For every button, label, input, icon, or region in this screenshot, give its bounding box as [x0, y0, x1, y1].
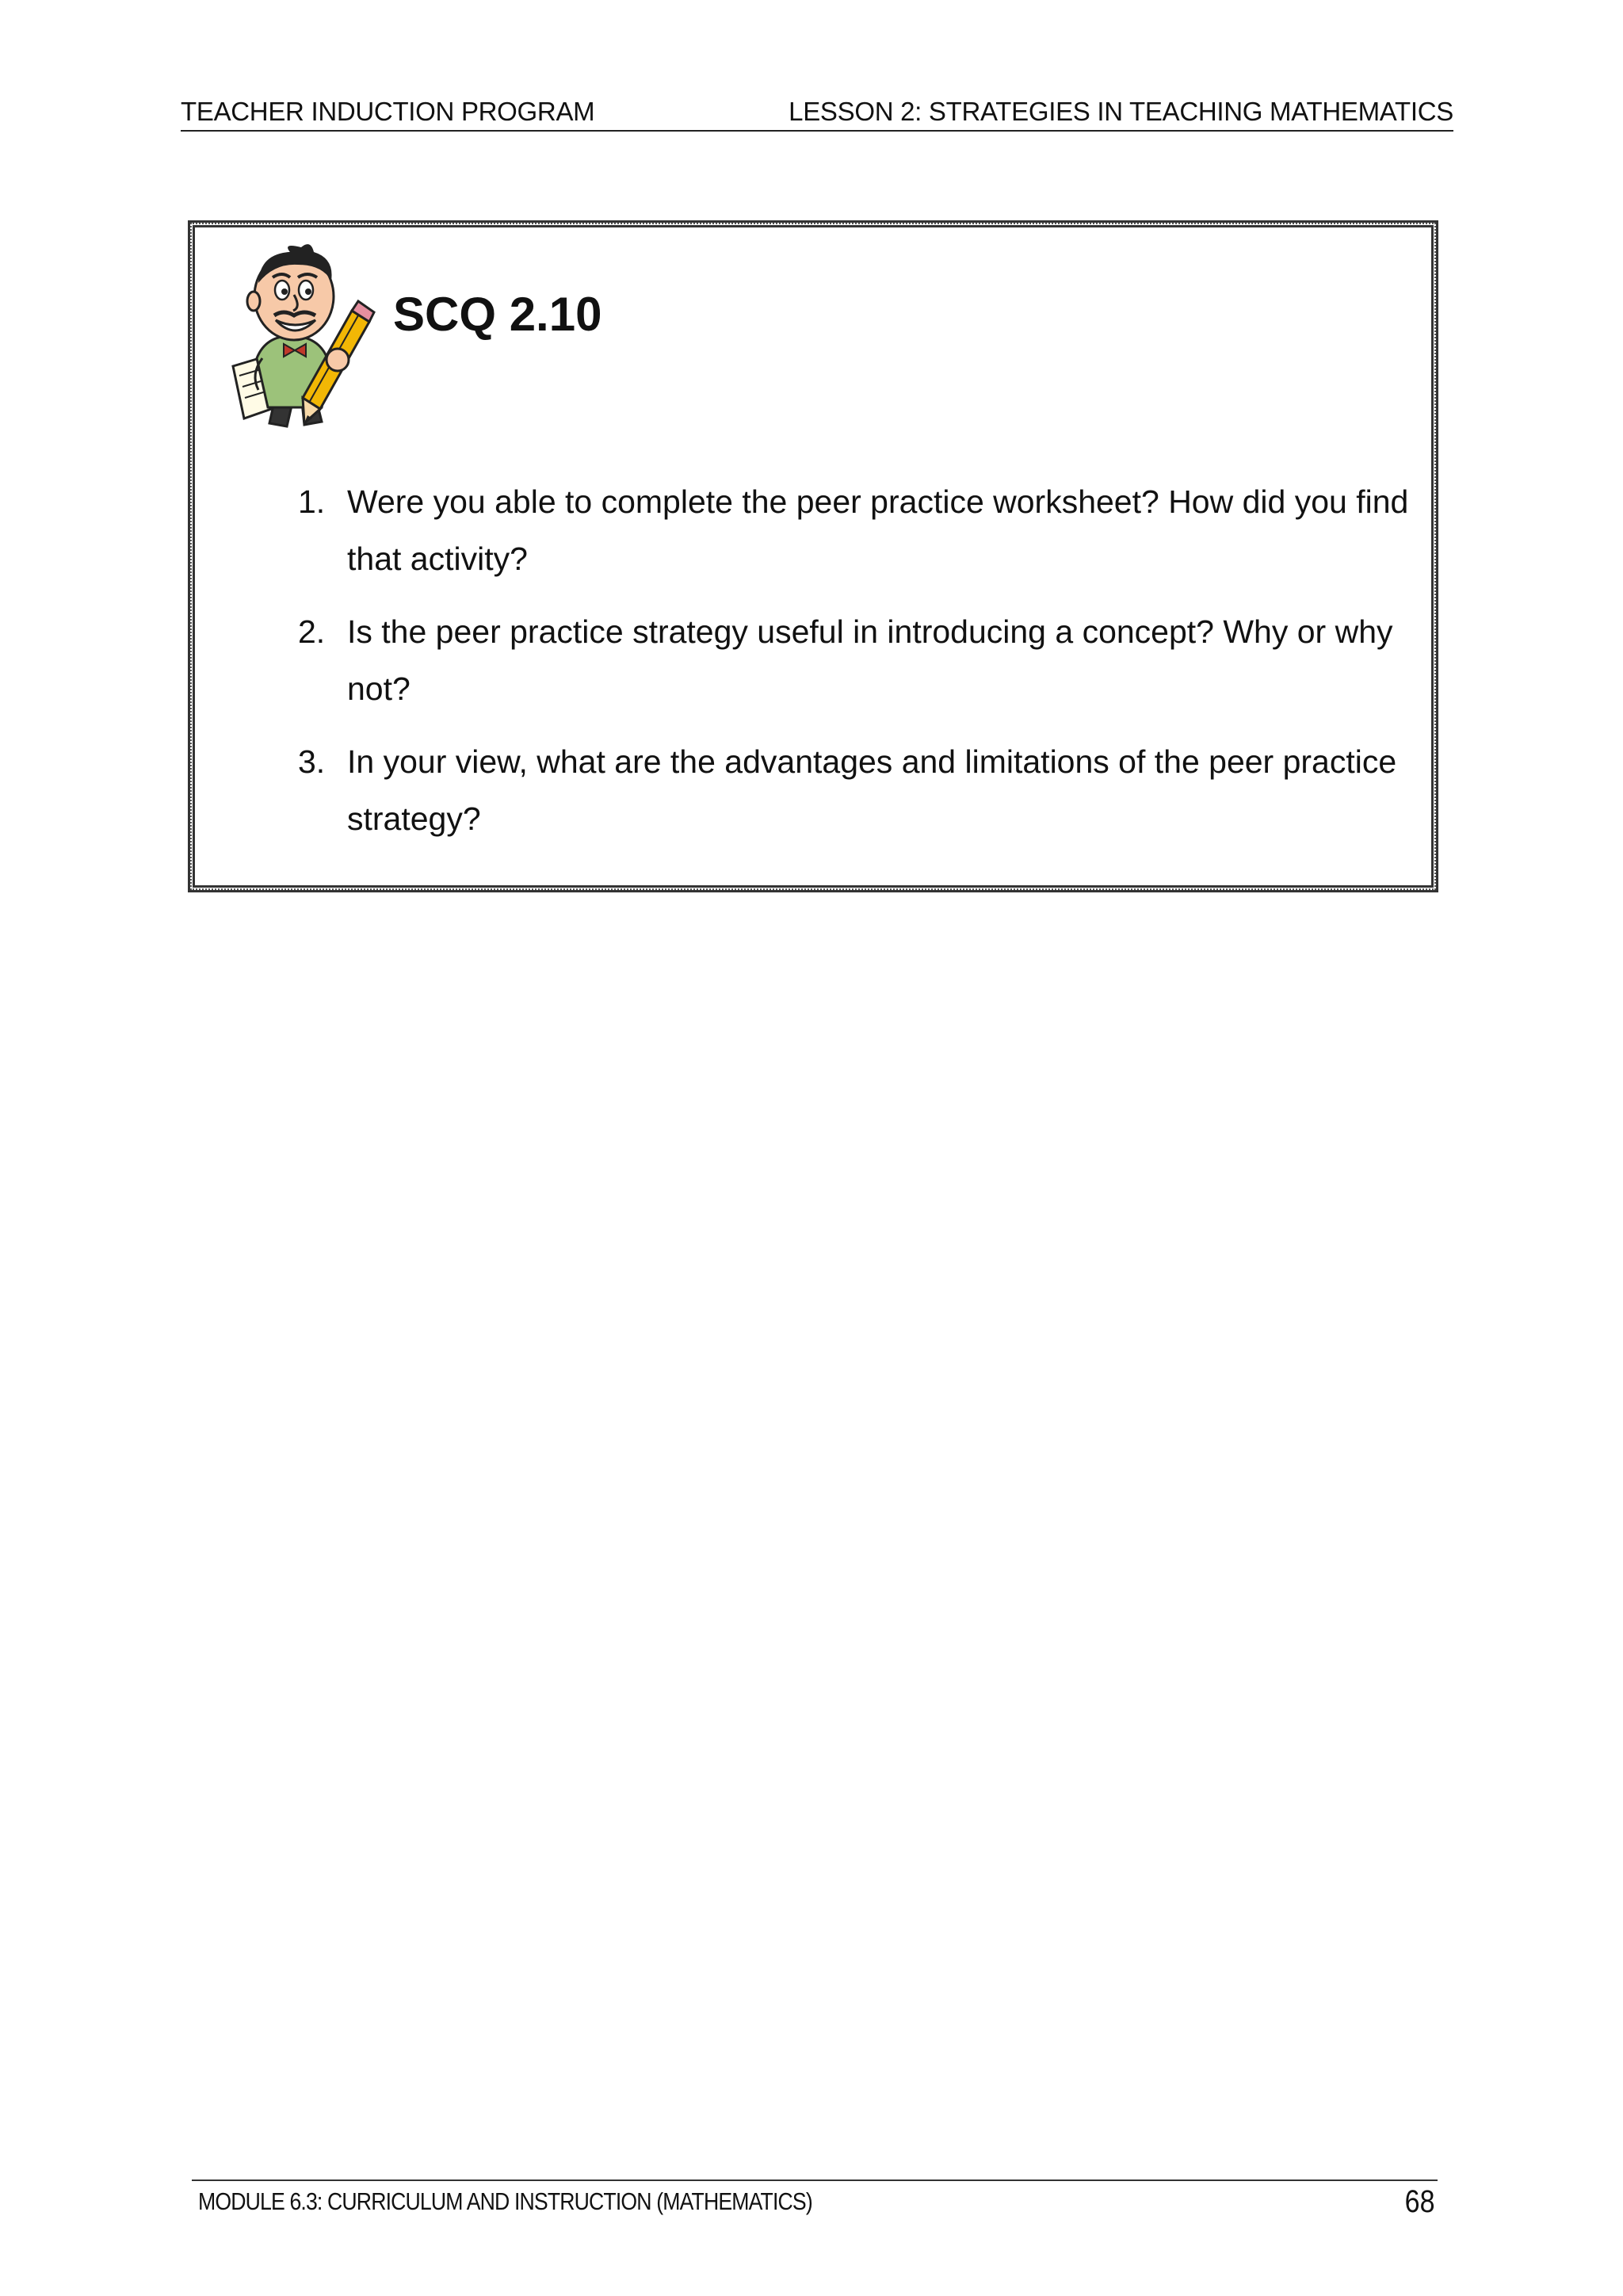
question-item	[298, 733, 1423, 847]
footer-module-name: MODULE 6.3: CURRICULUM AND INSTRUCTION (MATHEMATICS)	[198, 2187, 812, 2215]
question-text: In your view, what are the advantages and limitations of the peer practice strategy?	[347, 743, 1397, 837]
question-list	[298, 473, 1423, 863]
scq-title: SCQ 2.10	[393, 288, 602, 341]
question-number: 2.	[298, 613, 326, 650]
question-number: 3.	[298, 743, 326, 780]
page-footer	[192, 2179, 1438, 2221]
header-lesson-title: LESSON 2: STRATEGIES IN TEACHING MATHEMATICS	[789, 97, 1453, 126]
teacher-with-pencil-icon	[219, 239, 377, 430]
page-number: 68	[1404, 2184, 1434, 2219]
question-text: Were you able to complete the peer practice worksheet? How did you find that activity?	[347, 483, 1409, 577]
header-program-title: TEACHER INDUCTION PROGRAM	[181, 97, 595, 126]
scq-box	[188, 220, 1438, 892]
page-header	[181, 95, 1453, 132]
question-item	[298, 473, 1423, 587]
question-number: 1.	[298, 483, 326, 520]
question-text: Is the peer practice strategy useful in introducing a concept? Why or why not?	[347, 613, 1393, 707]
question-item	[298, 603, 1423, 717]
